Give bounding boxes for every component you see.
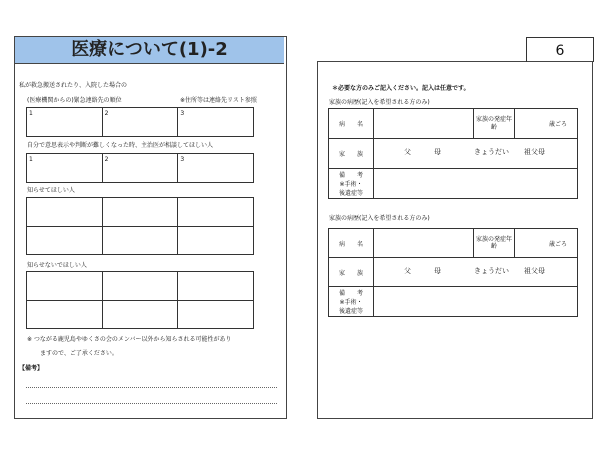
remarks-label: 備 考: [338, 290, 363, 297]
no-notify-table: [26, 271, 254, 329]
proxy-table: [26, 153, 254, 183]
remarks-input[interactable]: [374, 169, 578, 199]
onset-label-cell: [474, 229, 515, 258]
family-option-grandparents[interactable]: 祖父母: [524, 267, 545, 275]
family-option-father[interactable]: 父: [404, 148, 411, 156]
family-options-cell[interactable]: [374, 139, 578, 169]
remarks-sub-label: ※手術・: [339, 181, 363, 188]
disease-label-cell: [329, 229, 374, 258]
family-history-table: [328, 228, 578, 317]
cell-number: 3: [180, 110, 185, 117]
notify-label: 知らせてほしい人: [27, 187, 75, 194]
onset-input[interactable]: [515, 229, 578, 258]
no-notify-cell[interactable]: [102, 272, 178, 301]
onset-input[interactable]: [515, 109, 578, 139]
contact-cell-1[interactable]: [27, 108, 103, 137]
cell-number: 1: [29, 110, 33, 117]
no-notify-cell[interactable]: [27, 272, 103, 301]
remarks-line-1[interactable]: [26, 387, 277, 388]
cell-number: 3: [180, 156, 185, 163]
disease-input[interactable]: [374, 109, 474, 139]
notify-cell[interactable]: [178, 198, 254, 227]
disease-label-cell: [329, 109, 374, 139]
notify-cell[interactable]: [102, 198, 178, 227]
family-label-cell: [329, 139, 374, 169]
onset-label: 家族の発症年齢: [475, 235, 512, 250]
remarks-line-2[interactable]: [26, 403, 277, 404]
family-label-cell: [329, 258, 374, 287]
proxy-label: 自分で意思表示や判断が難しくなった時、主治医が相談してほしい人: [27, 142, 214, 149]
family-option-siblings[interactable]: きょうだい: [474, 267, 509, 275]
onset-value: 歳ごろ: [548, 121, 567, 128]
contact-cell-3[interactable]: [178, 108, 254, 137]
cell-number: 2: [104, 110, 109, 117]
family-option-mother[interactable]: 母: [434, 148, 441, 156]
note-line-2: ますので、ご了承ください。: [40, 350, 118, 357]
note-line-1: ※ つながる鹿児島やゆくさの会のメンバー以外から知らされる可能性があり: [27, 336, 232, 343]
onset-value: 歳ごろ: [548, 240, 567, 248]
remarks-sub-label: 後遺症等: [338, 308, 363, 315]
family-option-grandparents[interactable]: 祖父母: [524, 148, 545, 156]
notify-cell[interactable]: [178, 226, 254, 255]
proxy-cell-3[interactable]: [178, 154, 254, 183]
title-banner: [15, 37, 284, 64]
remarks-sub-label: ※手術・: [339, 299, 363, 306]
proxy-cell-1[interactable]: [27, 154, 103, 183]
family-history-heading: 家族の病歴(記入を希望される方のみ): [329, 215, 430, 222]
no-notify-cell[interactable]: [102, 300, 178, 329]
family-option-mother[interactable]: 母: [434, 267, 441, 275]
notify-cell[interactable]: [27, 226, 103, 255]
no-notify-cell[interactable]: [178, 300, 254, 329]
remarks-label: 【備考】: [19, 365, 44, 372]
remarks-input[interactable]: [374, 287, 578, 317]
family-options-cell[interactable]: [374, 258, 578, 287]
family-label: 家 族: [338, 269, 363, 277]
family-option-father[interactable]: 父: [404, 267, 411, 275]
onset-label-cell: [474, 109, 515, 139]
remarks-label-cell: [329, 169, 374, 199]
family-option-siblings[interactable]: きょうだい: [474, 148, 509, 156]
no-notify-cell[interactable]: [27, 300, 103, 329]
optional-notice: ＊必要な方のみご記入ください。記入は任意です。: [332, 85, 470, 92]
notify-cell[interactable]: [102, 226, 178, 255]
disease-label: 病 名: [338, 240, 363, 248]
family-history-table: [328, 108, 578, 199]
cell-number: 2: [104, 156, 109, 163]
notify-cell[interactable]: [27, 198, 103, 227]
cell-number: 1: [29, 156, 33, 163]
intro-text: 私が救急搬送されたり、入院した場合の: [19, 82, 128, 89]
contact-order-label: (医療機関からの)緊急連絡先の順位: [27, 97, 122, 104]
contact-table: [26, 107, 254, 137]
onset-label: 家族の発症年齢: [475, 116, 512, 131]
contact-note: ※住所等は連絡先リスト参照: [180, 97, 257, 104]
proxy-cell-2[interactable]: [102, 154, 178, 183]
disease-input[interactable]: [374, 229, 474, 258]
family-label: 家 族: [338, 151, 363, 158]
no-notify-label: 知らせないでほしい人: [27, 262, 87, 269]
notify-table: [26, 197, 254, 255]
page-number: 6: [526, 37, 594, 62]
remarks-sub-label: 後遺症等: [338, 190, 363, 197]
disease-label: 病 名: [338, 121, 363, 128]
family-history-heading: 家族の病歴(記入を希望される方のみ): [329, 99, 430, 106]
contact-cell-2[interactable]: [102, 108, 178, 137]
page-title: 医療について(1)-2: [71, 39, 228, 60]
remarks-label-cell: [329, 287, 374, 317]
remarks-label: 備 考: [338, 172, 363, 179]
no-notify-cell[interactable]: [178, 272, 254, 301]
